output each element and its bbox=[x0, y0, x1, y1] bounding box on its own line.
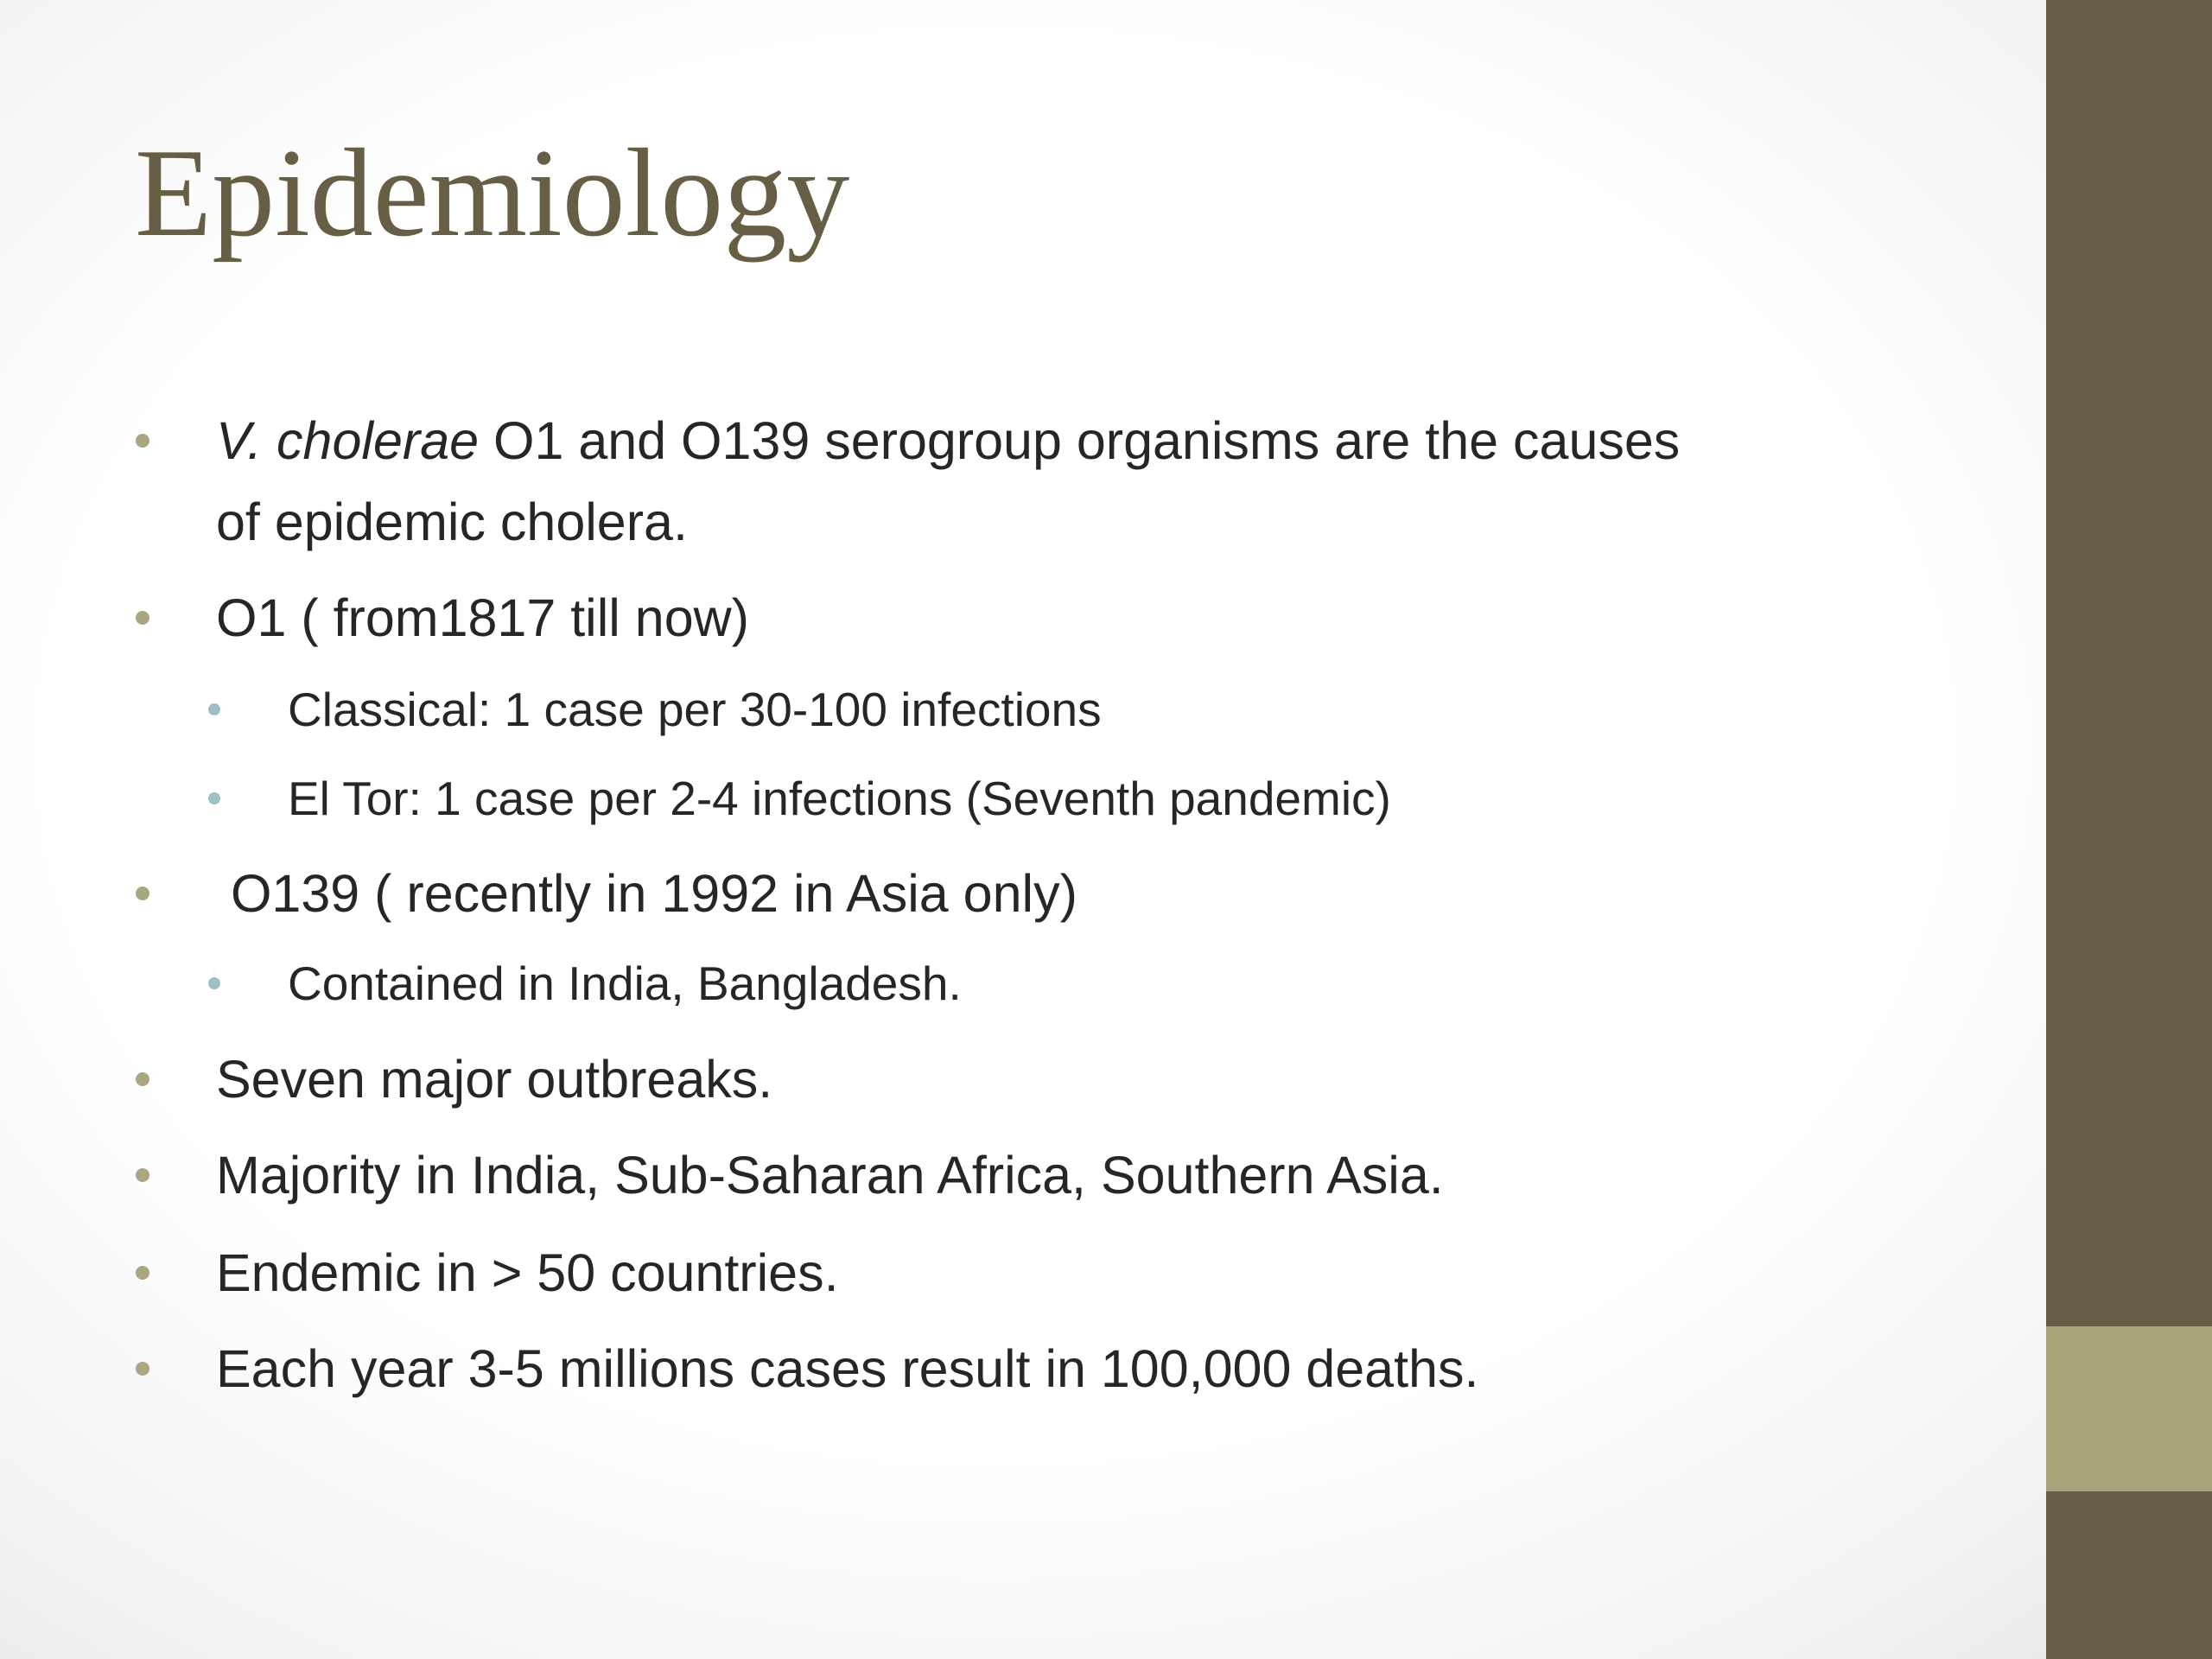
sub-bullet-item: Classical: 1 case per 30-100 infections bbox=[288, 683, 1102, 736]
sub-bullet-dot-icon bbox=[208, 977, 220, 989]
bullet-item: O1 ( from1817 till now) bbox=[216, 588, 749, 647]
bullet-text: O1 and O139 serogroup organisms are the causes bbox=[479, 411, 1681, 470]
sub-bullet-item: Contained in India, Bangladesh. bbox=[288, 957, 962, 1010]
sub-bullet-dot-icon bbox=[208, 792, 220, 804]
bullet-dot-icon bbox=[136, 1168, 149, 1182]
bullet-dot-icon bbox=[136, 1362, 149, 1376]
bullet-dot-icon bbox=[136, 611, 149, 625]
side-decoration-band bbox=[2046, 1326, 2212, 1491]
bullet-item: Majority in India, Sub-Saharan Africa, Southern Asia. bbox=[216, 1146, 1444, 1205]
sub-bullet-item: El Tor: 1 case per 2-4 infections (Seventh pandemic) bbox=[288, 772, 1391, 825]
slide-title: Epidemiology bbox=[135, 123, 850, 263]
bullet-item: Seven major outbreaks. bbox=[216, 1050, 773, 1109]
bullet-dot-icon bbox=[136, 1072, 149, 1086]
sub-bullet-dot-icon bbox=[208, 703, 220, 715]
bullet-dot-icon bbox=[136, 1266, 149, 1280]
species-name: V. cholerae bbox=[216, 411, 480, 470]
bullet-dot-icon bbox=[136, 887, 149, 900]
bullet-item: O139 ( recently in 1992 in Asia only) bbox=[216, 864, 1077, 923]
bullet-item: Each year 3-5 millions cases result in 100,000 deaths. bbox=[216, 1339, 1479, 1398]
bullet-item: Endemic in > 50 countries. bbox=[216, 1243, 839, 1302]
bullet-continuation: of epidemic cholera. bbox=[216, 493, 688, 551]
bullet-dot-icon bbox=[136, 434, 149, 448]
bullet-item bbox=[216, 411, 1681, 470]
